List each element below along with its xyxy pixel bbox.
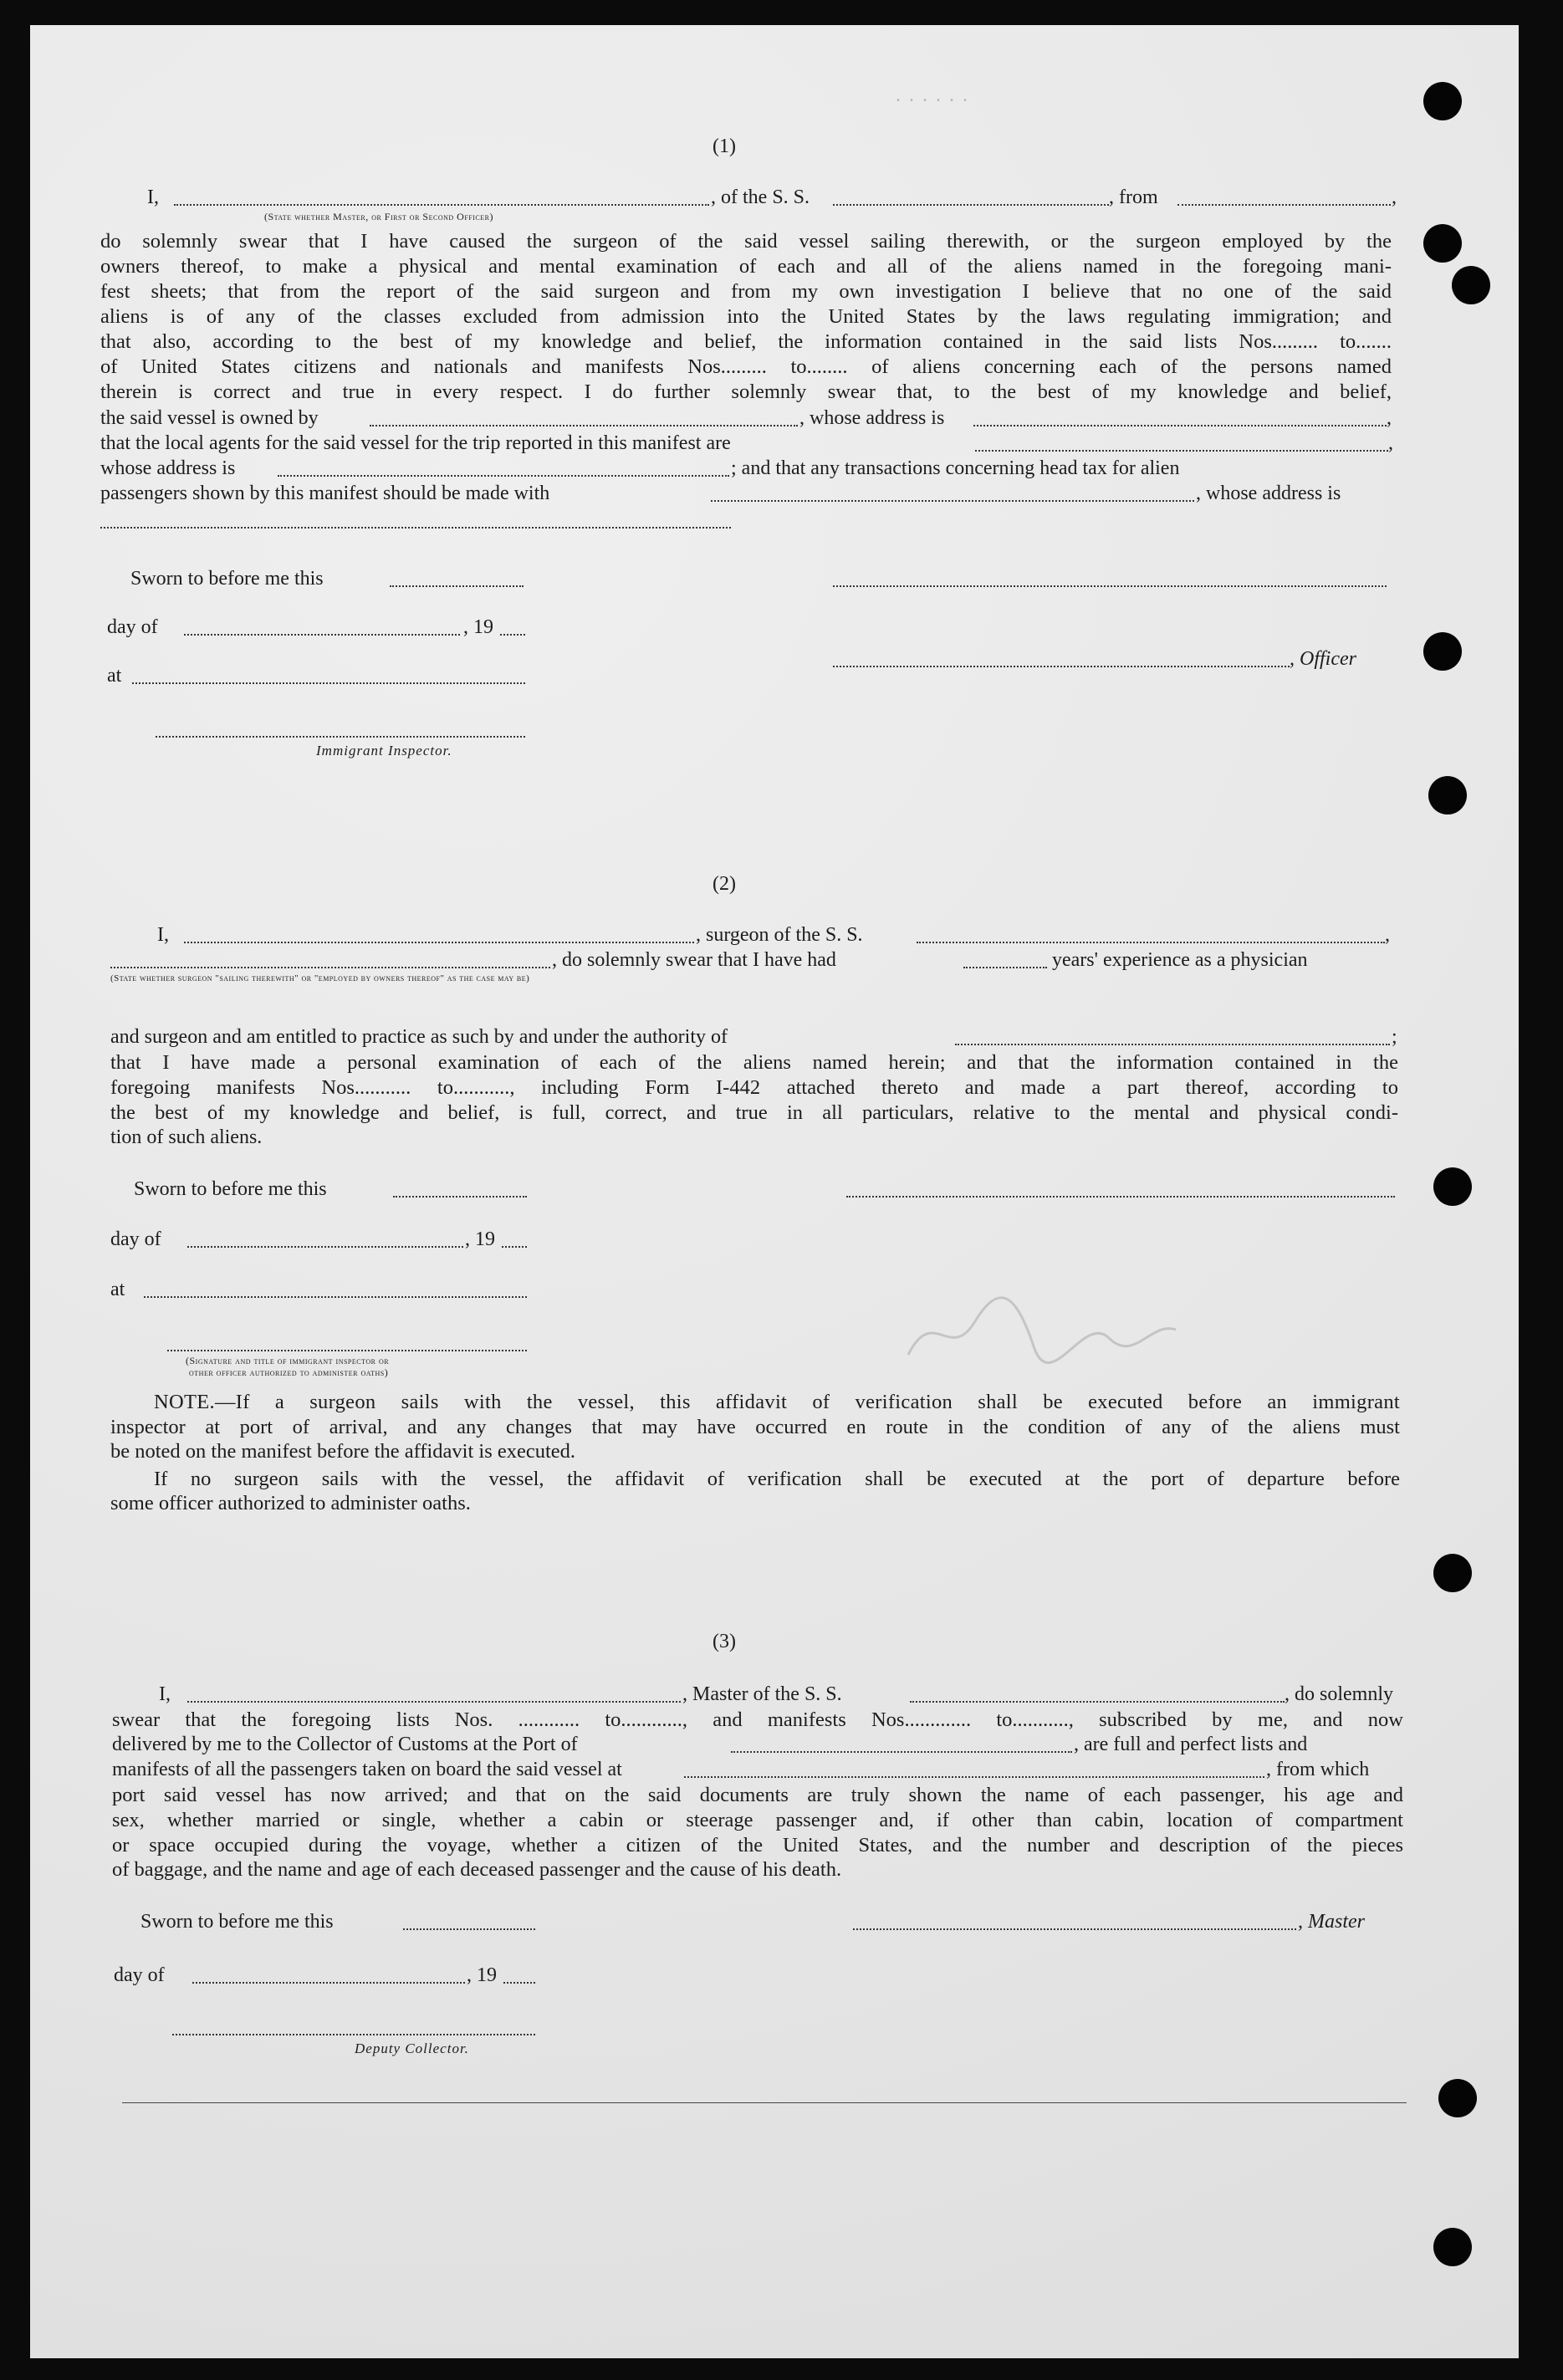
binder-hole [1438, 2079, 1477, 2117]
section-3-number: (3) [713, 1631, 736, 1652]
comma: , [1387, 407, 1392, 429]
head-tax-party-label: passengers shown by this manifest should be made with [100, 483, 550, 504]
section-1-body-line: do solemnly swear that I have caused the surgeon of the said vessel sailing therewith, or the surgeon employed by the [100, 230, 1392, 253]
comma: , [1392, 186, 1397, 208]
binder-hole [1428, 776, 1467, 815]
section-1-body-line: fest sheets; that from the report of the said surgeon and from my own investigation I believe that no one of the said [100, 280, 1392, 303]
semicolon: ; [1392, 1026, 1397, 1048]
section-2-body-line: tion of such aliens. [110, 1126, 263, 1148]
note-line: inspector at port of arrival, and any changes that may have occurred en route in the condition of any of the aliens must [110, 1416, 1400, 1438]
master-name-line [174, 204, 709, 206]
binder-hole [1423, 224, 1462, 263]
do-solemnly-label: , do solemnly [1285, 1683, 1393, 1705]
section-2-sign-caption: other officer authorized to administer oaths) [189, 1366, 389, 1378]
whose-address-label: , whose address is [799, 407, 945, 429]
section-3-body-line: sex, whether married or single, whether a cabin or steerage passenger and, if other than cabin, location of compartment [112, 1809, 1403, 1831]
section-3-body-line: of baggage, and the name and age of each deceased passenger and the cause of his death. [112, 1858, 842, 1881]
section-3-line1-i: I, [159, 1683, 171, 1705]
section-3-day-of-label: day of [114, 1964, 165, 1986]
comma: , [1385, 924, 1390, 946]
owner-line [370, 425, 798, 426]
section-2-body-line: foregoing manifests Nos........... to..........., including Form I-442 attached thereto and made a part thereof, according to [110, 1076, 1398, 1099]
head-tax-address-line [100, 527, 731, 529]
section-2-number: (2) [713, 873, 736, 895]
collector-caption: Deputy Collector. [355, 2040, 469, 2056]
comma: , [1388, 432, 1393, 454]
taken-aboard-line [684, 1776, 1264, 1778]
section-2-sign-caption: (Signature and title of immigrant inspector or [186, 1355, 390, 1366]
section-2-swear-label: , do solemnly swear that I have had [552, 949, 836, 971]
master-label: , Master [1298, 1911, 1365, 1933]
owner-address-line [973, 425, 1387, 426]
section-2-inspector-sign-line [167, 1350, 527, 1351]
section-1-day-of-label: day of [107, 616, 158, 638]
from-label: , from [1109, 186, 1158, 208]
binder-hole [1423, 82, 1462, 120]
head-tax-party-line [711, 500, 1194, 502]
note-line: If no surgeon sails with the vessel, the affidavit of verification shall be executed at the port of departure before [154, 1468, 1400, 1490]
section-1-sworn-label: Sworn to before me this [130, 568, 324, 590]
binder-hole [1452, 266, 1490, 304]
section-2-day-line [187, 1246, 463, 1248]
section-3-body-line: or space occupied during the voyage, whether a citizen of the United States, and the number and description of the pieces [112, 1834, 1403, 1857]
section-1-day-line [184, 634, 460, 636]
agents-address-line [278, 475, 729, 477]
years-experience-label: years' experience as a physician [1052, 949, 1308, 971]
section-1-body-line: therein is correct and true in every respect. I do further solemnly swear that, to the best of my knowledge and belief, [100, 380, 1392, 403]
section-2-sworn-label: Sworn to before me this [134, 1178, 327, 1200]
surgeon-of-ss-label: , surgeon of the S. S. [696, 924, 863, 946]
section-1-officer-sign-line [833, 585, 1387, 587]
section-1-body-line: that also, according to the best of my knowledge and belief, the information contained in the said lists Nos......... to....... [100, 330, 1392, 353]
binder-hole [1433, 1554, 1472, 1592]
collector-port-line [731, 1751, 1072, 1753]
collector-port-label: delivered by me to the Collector of Customs at the Port of [112, 1734, 578, 1755]
section-3-vessel-line [910, 1701, 1285, 1703]
officer-rank-caption: (State whether Master, or First or Second Officer) [264, 211, 493, 222]
bottom-rule [122, 2102, 1407, 2103]
surgeon-vessel-line [917, 942, 1385, 943]
section-2-body-line: that I have made a personal examination of each of the aliens named herein; and that the information contained in the [110, 1051, 1398, 1074]
section-3-body-line: swear that the foregoing lists Nos. ............ to............, and manifests Nos............. to..........., subscribed by me, and now [112, 1708, 1403, 1731]
section-2-day-of-label: day of [110, 1228, 161, 1250]
section-1-body-line: of United States citizens and nationals and manifests Nos......... to........ of aliens concerning each of the persons named [100, 355, 1392, 378]
section-2-authority-label: and surgeon and am entitled to practice as such by and under the authority of [110, 1026, 728, 1048]
section-3-master-name-line [187, 1701, 681, 1703]
from-port-line [1177, 204, 1391, 206]
surgeon-name-line [184, 942, 694, 943]
inspector-sign-line [156, 736, 525, 738]
local-agents-line [975, 450, 1388, 452]
section-1-body-line: owners thereof, to make a physical and mental examination of each and all of the aliens named in the foregoing mani- [100, 255, 1392, 278]
section-2-at-line [144, 1296, 527, 1298]
signature-bleed-through [900, 1279, 1184, 1380]
whose-address-end-label: , whose address is [1196, 483, 1341, 504]
section-2-at-label: at [110, 1279, 125, 1300]
document-page [30, 25, 1519, 2358]
vessel-name-line [833, 204, 1109, 206]
section-1-number: (1) [713, 135, 736, 157]
taken-aboard-label: manifests of all the passengers taken on board the said vessel at [112, 1759, 622, 1780]
note-line: NOTE.—If a surgeon sails with the vessel, this affidavit of verification shall be executed before an immigrant [154, 1391, 1400, 1413]
local-agents-label: that the local agents for the said vessel for the trip reported in this manifest are [100, 432, 731, 454]
section-1-sworn-line [390, 585, 524, 587]
surgeon-status-line [110, 967, 550, 968]
section-3-year-label: , 19 [467, 1964, 497, 1986]
full-perfect-label: , are full and perfect lists and [1074, 1734, 1308, 1755]
binder-hole [1423, 632, 1462, 671]
collector-sign-line [172, 2034, 535, 2035]
section-2-sworn-line [393, 1196, 527, 1198]
section-2-surgeon-sign-line [846, 1196, 1395, 1198]
bleed-through-text: ...... [893, 88, 974, 107]
officer-label: , Officer [1290, 648, 1356, 670]
from-which-label: , from which [1266, 1759, 1370, 1780]
section-2-year-label: , 19 [465, 1228, 495, 1250]
section-2-year-line [502, 1246, 527, 1248]
section-1-line1-i: I, [147, 186, 159, 208]
binder-hole [1433, 1167, 1472, 1206]
section-1-at-label: at [107, 665, 122, 687]
section-3-sworn-label: Sworn to before me this [140, 1911, 334, 1933]
section-1-year-label: , 19 [463, 616, 493, 638]
section-2-line1-i: I, [157, 924, 169, 946]
of-ss-label: , of the S. S. [711, 186, 810, 208]
section-3-day-line [192, 1982, 465, 1984]
section-3-year-line [503, 1982, 535, 1984]
section-2-body-line: the best of my knowledge and belief, is full, correct, and true in all particulars, relative to the mental and physical condi- [110, 1101, 1398, 1124]
section-1-officer-line [833, 666, 1290, 667]
agents-address-label: whose address is [100, 457, 236, 479]
note-line: some officer authorized to administer oaths. [110, 1492, 471, 1514]
years-experience-line [963, 967, 1047, 968]
section-3-sworn-line [403, 1928, 535, 1930]
surgeon-status-caption: (State whether surgeon "sailing therewith" or "employed by owners thereof" as the case may be) [110, 973, 530, 983]
section-1-body-line: aliens is of any of the classes excluded from admission into the United States by the laws regulating immigration; and [100, 305, 1392, 328]
authority-line [955, 1044, 1390, 1045]
master-sign-line [853, 1928, 1296, 1930]
binder-hole [1433, 2228, 1472, 2266]
owned-by-label: the said vessel is owned by [100, 407, 319, 429]
head-tax-label: ; and that any transactions concerning head tax for alien [731, 457, 1180, 479]
inspector-caption: Immigrant Inspector. [316, 743, 452, 758]
section-3-body-line: port said vessel has now arrived; and that on the said documents are truly shown the name of each passenger, his age and [112, 1784, 1403, 1806]
section-1-year-line [500, 634, 525, 636]
master-of-ss-label: , Master of the S. S. [682, 1683, 842, 1705]
section-1-at-line [132, 682, 525, 684]
note-line: be noted on the manifest before the affidavit is executed. [110, 1440, 576, 1463]
